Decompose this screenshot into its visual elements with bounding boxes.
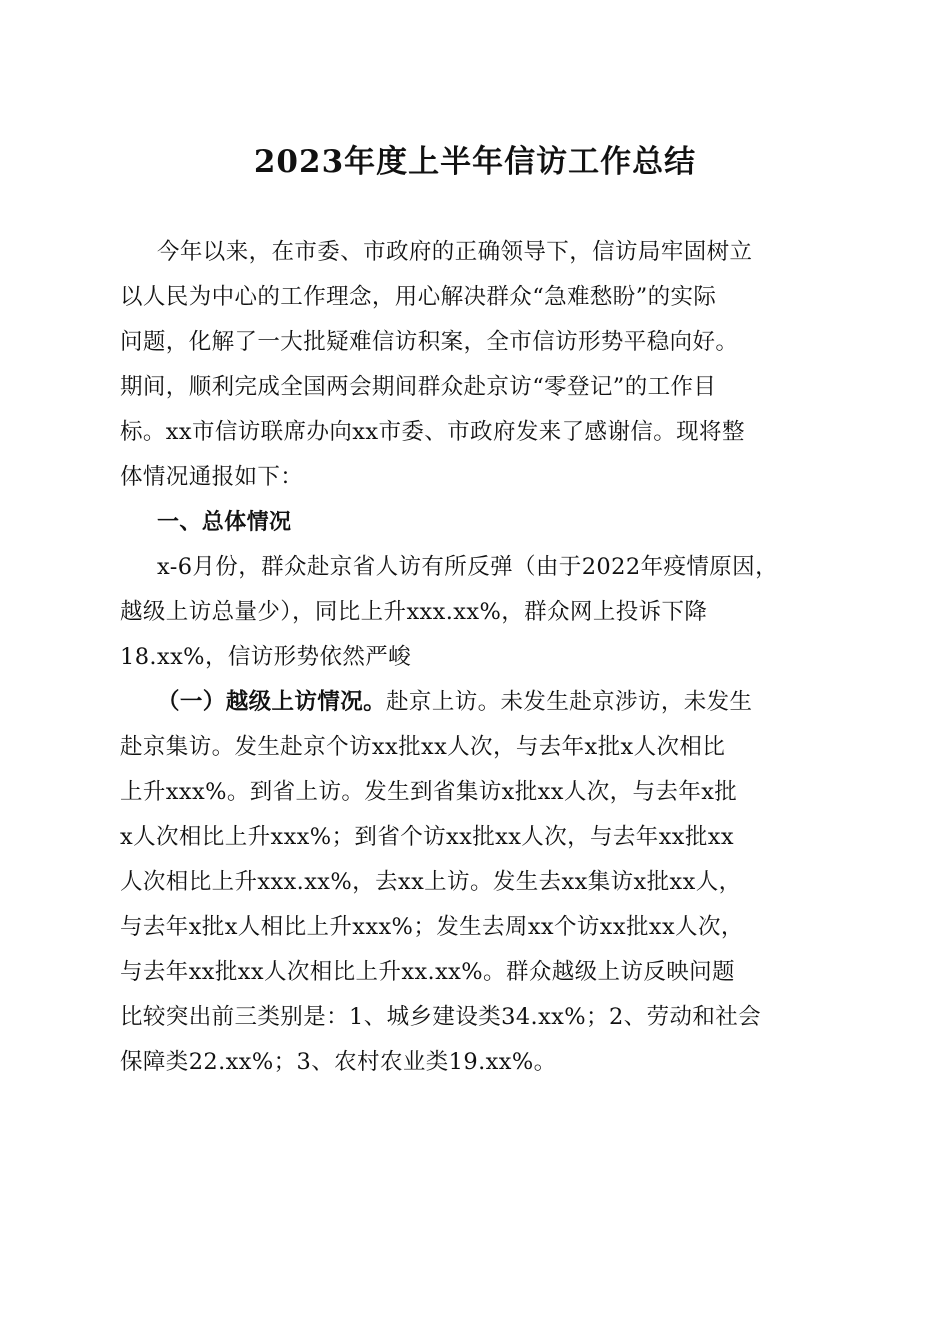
paragraph-line: 保障类22.xx%；3、农村农业类19.xx%。 <box>120 1049 557 1075</box>
paragraph-line: 与去年x批x人相比上升xxx%；发生去周xx个访xx批xx人次， <box>120 914 744 940</box>
paragraph-line: 今年以来，在市委、市政府的正确领导下，信访局牢固树立 <box>157 239 753 265</box>
subsection-heading: （一）越级上访情况。 <box>157 689 387 715</box>
paragraph-line: 问题，化解了一大批疑难信访积案，全市信访形势平稳向好。 <box>120 329 739 355</box>
document-title: 2023年度上半年信访工作总结 <box>253 144 697 180</box>
paragraph-line: 与去年xx批xx人次相比上升xx.xx%。群众越级上访反映问题 <box>120 959 735 985</box>
paragraph-line: 赴京集访。发生赴京个访xx批xx人次，与去年x批x人次相比 <box>120 734 726 760</box>
paragraph-line: 期间，顺利完成全国两会期间群众赴京访“零登记”的工作目 <box>120 374 717 400</box>
subsection-text: 赴京上访。未发生赴京涉访，未发生 <box>386 689 753 715</box>
paragraph-line: 人次相比上升xxx.xx%，去xx上访。发生去xx集访x批xx人， <box>120 869 742 895</box>
paragraph-line: x人次相比上升xxx%；到省个访xx批xx人次，与去年xx批xx <box>120 824 734 850</box>
paragraph-line: 越级上访总量少），同比上升xxx.xx%，群众网上投诉下降 <box>120 599 708 625</box>
paragraph-line: 以人民为中心的工作理念，用心解决群众“急难愁盼”的实际 <box>120 284 717 310</box>
document-body <box>120 230 832 1085</box>
paragraph-line: 上升xxx%。到省上访。发生到省集访x批xx人次，与去年x批 <box>120 779 738 805</box>
paragraph-line: x-6月份，群众赴京省人访有所反弹（由于2022年疫情原因， <box>157 554 778 580</box>
paragraph-line: 18.xx%，信访形势依然严峻 <box>120 644 412 670</box>
subsection-line <box>120 680 832 725</box>
paragraph-line: 体情况通报如下： <box>120 464 304 490</box>
paragraph-line: 比较突出前三类别是：1、城乡建设类34.xx%；2、劳动和社会 <box>120 1004 762 1030</box>
paragraph-line: 标。xx市信访联席办向xx市委、市政府发来了感谢信。现将整 <box>120 419 745 445</box>
section-heading: 一、总体情况 <box>157 510 292 535</box>
